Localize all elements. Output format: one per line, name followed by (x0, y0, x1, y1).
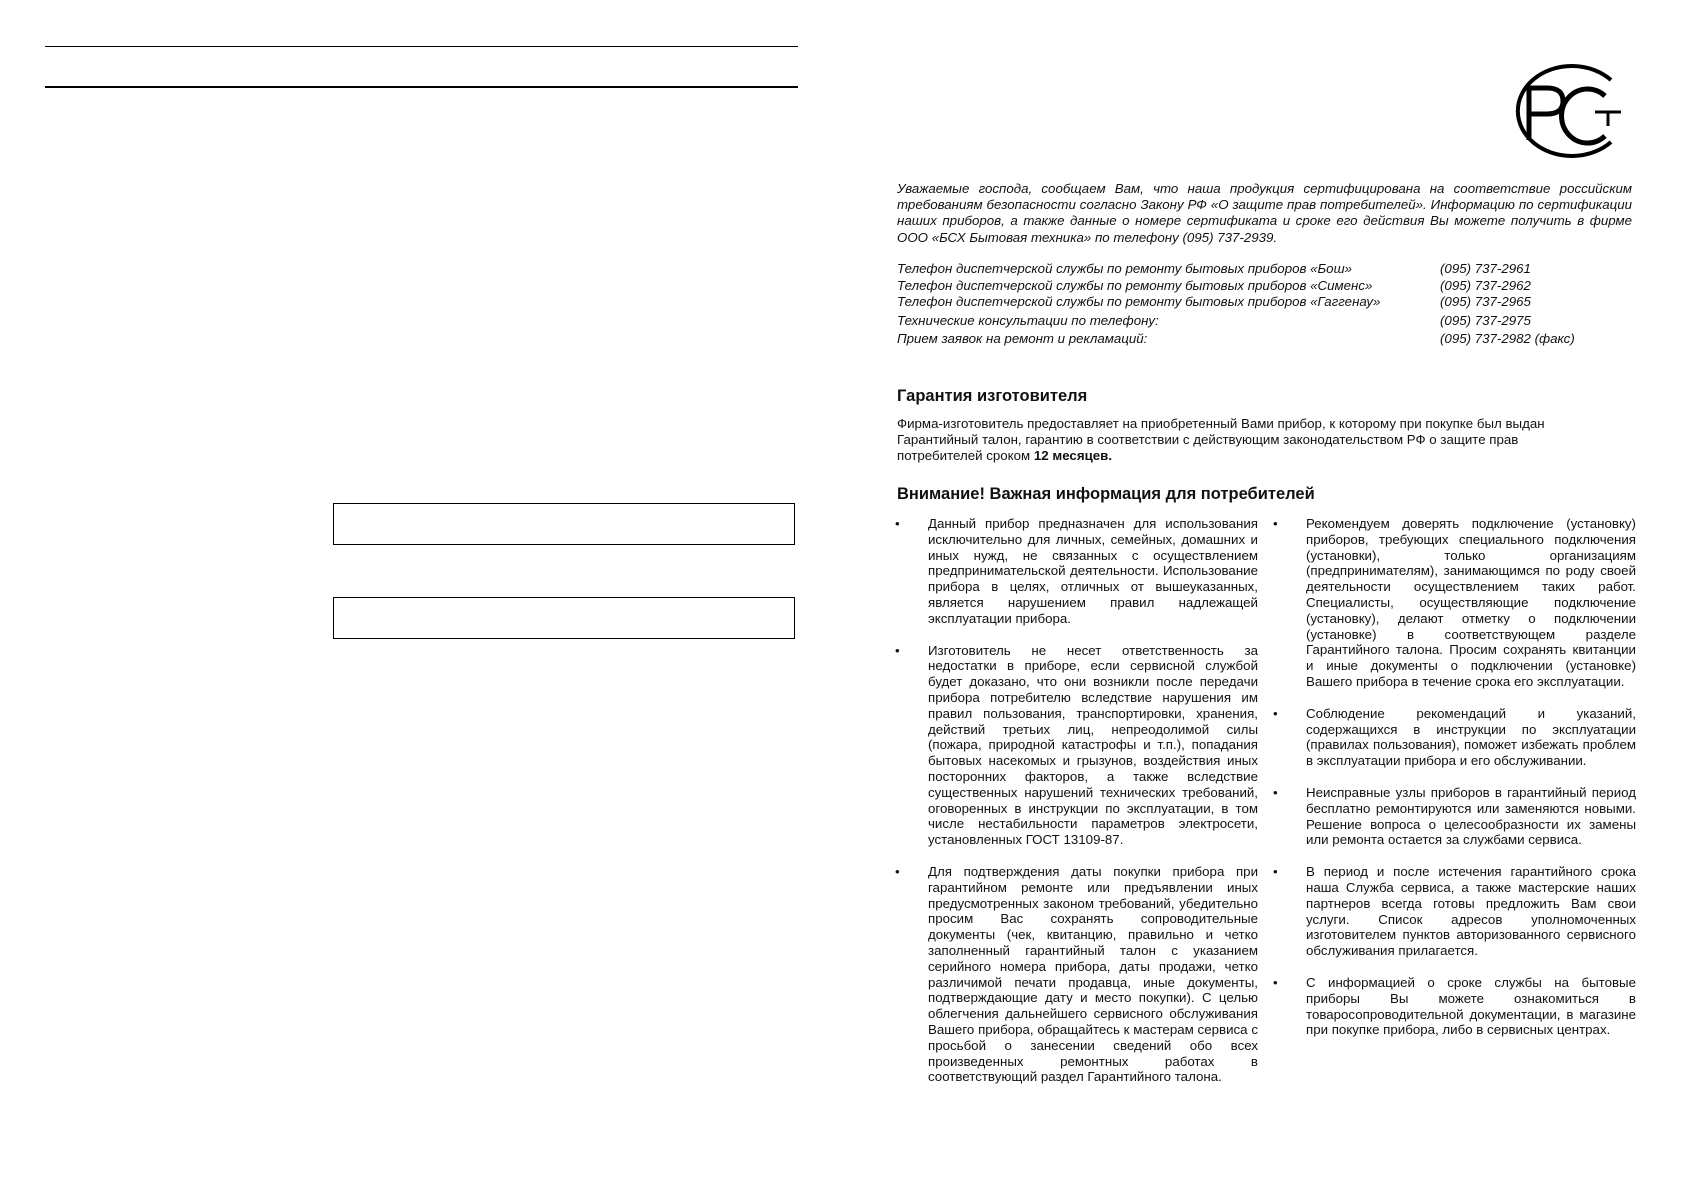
bullet: • (1273, 974, 1278, 990)
notice-item (1268, 516, 1636, 690)
notice-item (890, 516, 1258, 627)
notice-item (1268, 785, 1636, 848)
notice-item-text: В период и после истечения гарантийного срока наша Служба сервиса, а также мастерские наших партнеров всегда готовы предложить Вам свои услуги. Список адресов уполномоченных изготовителем пунктов авторизованного сервисного обслуживания прилагается. (1306, 864, 1636, 959)
phone-number: (095) 737-2982 (факс) (1440, 331, 1575, 346)
phone-row (897, 261, 1637, 278)
bullet: • (895, 516, 900, 531)
notice-left-column (890, 516, 1258, 1101)
bullet: • (1273, 516, 1278, 531)
phone-label: Телефон диспетчерской службы по ремонту бытовых приборов «Бош» (897, 261, 1353, 276)
notice-item-text: Неисправные узлы приборов в гарантийный период бесплатно ремонтируются или заменяются новыми. Решение вопроса о целесообразности их замены или ремонта остается за службами сервиса. (1306, 784, 1636, 848)
phone-number: (095) 737-2961 (1440, 261, 1531, 276)
notice-item (890, 864, 1258, 1085)
phone-number: (095) 737-2965 (1440, 294, 1531, 309)
notice-heading: Внимание! Важная информация для потребителей (897, 485, 1315, 503)
form-field-2[interactable] (333, 597, 795, 639)
notice-item-text: Данный прибор предназначен для использования исключительно для личных, семейных, домашних и иных нужд, не связанных с осуществлением предпринимательской деятельности. Использование прибора в целях, отличных от вышеуказанных, является нарушением правил надлежащей эксплуатации прибора. (928, 516, 1258, 626)
notice-item-text: Соблюдение рекомендаций и указаний, содержащихся в инструкции по эксплуатации (правилах пользования), поможет избежать проблем в эксплуатации прибора и его обслуживании. (1306, 705, 1636, 769)
certification-intro: Уважаемые господа, сообщаем Вам, что наша продукция сертифицирована на соответствие российским требованиям безопасности согласно Закону РФ «О защите прав потребителей». Информацию по сертификации наших приборов, а также данные о номере сертификата и сроке его действия Вы можете получить в фирме ООО «БСХ Бытовая техника» по телефону (095) 737-2939. (897, 181, 1632, 245)
phone-row (897, 331, 1637, 348)
phone-label: Телефон диспетчерской службы по ремонту бытовых приборов «Сименс» (897, 277, 1373, 293)
rst-certification-logo (1503, 64, 1623, 158)
phone-number: (095) 737-2975 (1440, 312, 1531, 328)
warranty-text (897, 416, 1597, 465)
notice-item-text: С информацией о сроке службы на бытовые приборы Вы можете ознакомиться в товаросопроводительной документации, в магазине при покупке прибора, либо в сервисных центрах. (1306, 974, 1636, 1038)
top-rule (45, 46, 798, 47)
bullet: • (1273, 864, 1278, 880)
notice-item-text: Изготовитель не несет ответственность за недостатки в приборе, если сервисной службой будет доказано, что они возникли после передачи прибора потребителю вследствие нарушения им правил пользования, транспортировки, хранения, действий третьих лиц, непреодолимой силы (пожара, природной катастрофы и т.п.), попадания бытовых насекомых и грызунов, воздействия иных посторонних факторов, а также вследствие существенных нарушений технических требований, оговоренных в инструкции по эксплуатации, в том числе нестабильности параметров электросети, установленных ГОСТ 13109-87. (928, 642, 1258, 848)
phone-label: Телефон диспетчерской службы по ремонту бытовых приборов «Гаггенау» (897, 294, 1381, 309)
phone-label: Прием заявок на ремонт и рекламаций: (897, 331, 1148, 346)
notice-item (890, 643, 1258, 848)
notice-item (1268, 864, 1636, 959)
phone-row (897, 294, 1637, 311)
second-rule (45, 86, 798, 88)
notice-right-column (1268, 516, 1636, 1054)
bullet: • (895, 863, 900, 879)
notice-item-text: Для подтверждения даты покупки прибора при гарантийном ремонте или предъявлении иных предусмотренных законом требований, убедительно просим Вас сохранять сопроводительные документы (чек, квитанцию, правильно и четко заполненный гарантийный талон с указанием серийного номера прибора, даты продажи, четко различимой печати продавца, иные документы, подтверждающие дату и место покупки). С целью облегчения дальнейшего сервисного обслуживания Вашего прибора, обращайтесь к мастерам сервиса с просьбой о занесении сведений обо всех произведенных ремонтных работах в соответствующий раздел Гарантийного талона. (928, 863, 1258, 1085)
notice-item (1268, 975, 1636, 1038)
bullet: • (1273, 784, 1278, 800)
warranty-text-body: Фирма-изготовитель предоставляет на приобретенный Вами прибор, к которому при покупке был выдан Гарантийный талон, гарантию в соответствии с действующим законодательством РФ о защите прав потребителей сроком (897, 416, 1545, 464)
notice-item-text: Рекомендуем доверять подключение (установку) приборов, требующих специального подключения (установки), только организациям (предпринимателям), занимающимся по роду своей деятельности осуществлением таких работ. Специалисты, осуществляющие подключение (установку), делают отметку о подключении (установке) в соответствующем разделе Гарантийного талона. Просим сохранять квитанции и иные документы о подключении (установке) Вашего прибора в течение срока его эксплуатации. (1306, 516, 1636, 689)
phone-number: (095) 737-2962 (1440, 277, 1531, 293)
phone-row (897, 313, 1637, 330)
service-phone-list (897, 261, 1637, 348)
notice-item (1268, 706, 1636, 769)
phone-row (897, 278, 1637, 295)
form-field-1[interactable] (333, 503, 795, 545)
phone-label: Технические консультации по телефону: (897, 312, 1159, 328)
bullet: • (1273, 705, 1278, 721)
bullet: • (895, 642, 900, 658)
warranty-heading: Гарантия изготовителя (897, 387, 1088, 405)
warranty-term: 12 месяцев. (1033, 448, 1113, 464)
